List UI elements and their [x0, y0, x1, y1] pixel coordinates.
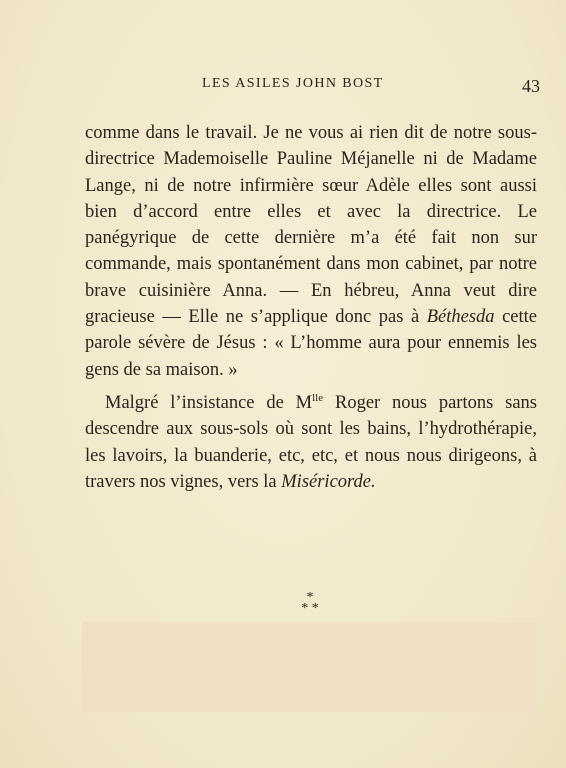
asterism — [290, 592, 330, 614]
paragraph-2-text: Roger nous partons sans descendre aux sous-sols où sont les bains, l’hydrothérapie, les lavoirs, la buanderie, etc, etc, et nous nous dirigeons, à travers nos vignes, vers la — [85, 393, 538, 493]
paragraph-2-start: Malgré l’insistance de M — [105, 393, 313, 414]
italic-misericorde: Miséricorde. — [281, 472, 376, 493]
page-number: 43 — [522, 76, 540, 96]
body-text — [85, 120, 537, 495]
superscript-lle: lle — [312, 391, 324, 404]
blank-redacted-block — [82, 622, 536, 712]
paragraph-1-text: comme dans le travail. Je ne vous ai rien dit de notre sous-directrice Mademoiselle Pauline Méjanelle ni de Madame Lange, ni de notre infirmière sœur Adèle elles sont aussi bien d’accord entre elles et avec la directrice. Le panégyrique de cette dernière m’a été fait non sur commande, mais spontanément dans mon cabinet, par notre brave cuisinière Anna. — En hébreu, Anna veut dire gracieuse — Elle ne s’applique donc pas à — [85, 123, 537, 328]
italic-bethesda: Béthesda — [426, 307, 495, 328]
page-header — [80, 76, 540, 98]
asterism-top: * — [306, 590, 314, 605]
running-head: LES ASILES JOHN BOST — [202, 76, 384, 91]
paragraph-1-end: cette parole sévère de Jésus : « L’homme aura pour ennemis les gens de sa maison. » — [85, 307, 537, 380]
paragraph-2 — [85, 385, 537, 495]
asterism-bottom: * * — [301, 601, 319, 616]
paragraph-1 — [85, 120, 537, 383]
